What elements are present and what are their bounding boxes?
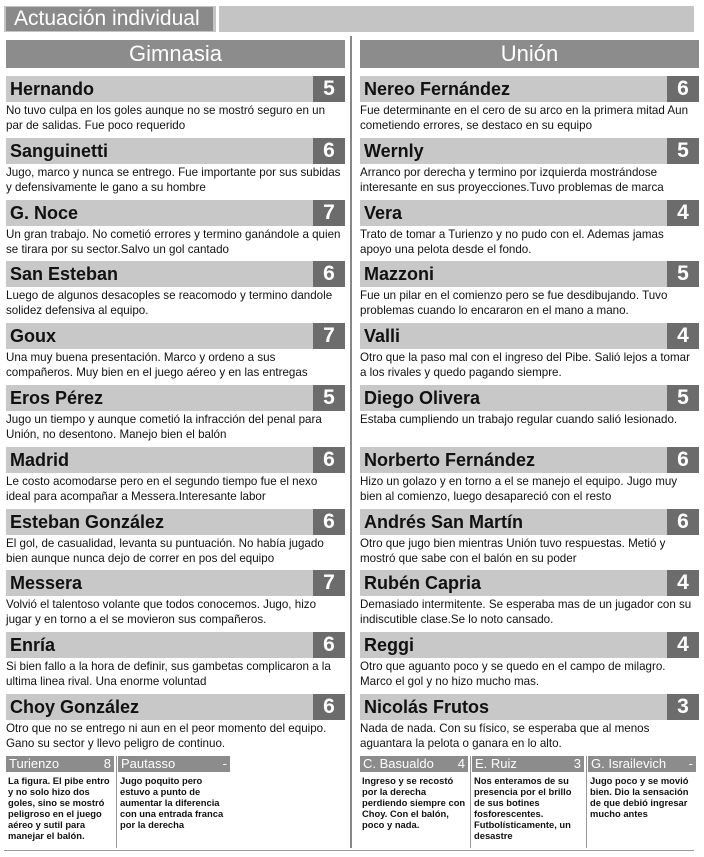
player-card (6, 632, 345, 690)
player-description: Fue un pilar en el comienzo pero se fue desdibujando. Tuvo problemas cuando lo encararon en el mano a mano. (360, 289, 668, 318)
player-name: Wernly (364, 140, 424, 161)
player-description: Una muy buena presentación. Marco y ordeno a sus compañeros. Muy bien en el juego aéreo y en las entregas (6, 351, 308, 380)
player-description: Nada de nada. Con su físico, se esperaba que al menos aguantara la pelota o ganara en lo alto. (360, 722, 650, 750)
player-name: Enría (10, 635, 56, 656)
player-description: Luego de algunos desacoples se reacomodo y termino dandole solidez defensiva al equipo. (6, 289, 333, 318)
player-name: Rubén Capria (364, 573, 482, 594)
page-title: Actuación individual (6, 7, 213, 31)
substitute-separator (116, 756, 117, 848)
player-card (6, 447, 345, 505)
player-description: Jugo un tiempo y aunque cometió la infracción del penal para Unión, no desentono. Manejo bien el balón (6, 413, 322, 441)
player-card (6, 323, 345, 381)
player-name-bar (6, 323, 345, 349)
player-score: 6 (313, 694, 345, 720)
substitute-description: Ingreso y se recostó por la derecha perdiendo siempre con Choy. Con el balón, poco y nada. (362, 775, 466, 830)
substitute-score: - (222, 756, 227, 771)
player-name-bar (360, 509, 699, 535)
player-card (6, 138, 345, 196)
player-name: Esteban González (10, 511, 165, 532)
player-score: 5 (313, 76, 345, 102)
player-name-bar (6, 261, 345, 287)
header-separator (216, 6, 219, 32)
player-name-bar (360, 447, 699, 473)
player-card (360, 509, 699, 567)
player-card (6, 570, 345, 628)
player-description: Demasiado intermitente. Se esperaba mas de un jugador con su indiscutible clase.Se lo noto cansado. (360, 598, 692, 627)
player-description: Arranco por derecha y termino por izquierda mostrándose interesante en sus proyecciones.Tuvo problemas de marca (360, 165, 664, 194)
player-description: Le costo acomodarse pero en el segundo tiempo fue el nexo ideal para acompañar a Messera.Interesante labor (6, 474, 318, 503)
player-name-bar (6, 385, 345, 411)
player-name-bar (6, 76, 345, 102)
substitute-card (588, 756, 696, 848)
player-card (360, 447, 699, 505)
player-name: Norberto Fernández (364, 449, 536, 470)
team-header-gimnasia: Gimnasia (6, 40, 345, 68)
player-name-bar (6, 509, 345, 535)
player-name-bar (360, 76, 699, 102)
player-score: 5 (667, 138, 699, 164)
player-name: Goux (10, 326, 57, 347)
player-name-bar (360, 632, 699, 658)
player-score: 6 (313, 261, 345, 287)
player-name: Valli (364, 326, 401, 347)
player-score: 3 (667, 694, 699, 720)
player-name-bar (360, 385, 699, 411)
player-description: Si bien fallo a la hora de definir, sus gambetas complicaron a la ultima linea rival. Una enorme voluntad (6, 660, 331, 689)
column-gimnasia (6, 40, 345, 750)
substitute-score: 4 (457, 756, 465, 771)
player-score: 5 (667, 385, 699, 411)
player-name: Eros Pérez (10, 388, 104, 408)
player-name-bar (6, 447, 345, 473)
player-score: 7 (313, 200, 345, 226)
player-description: Otro que aguanto poco y se quedo en el campo de milagro. Marco el gol y no hizo mucho mas. (360, 660, 666, 689)
player-name: Nereo Fernández (364, 79, 511, 99)
player-name-bar (6, 138, 345, 164)
player-description: Estaba cumpliendo un trabajo regular cuando salió lesionado. (360, 413, 678, 426)
substitute-name: Pautasso (121, 756, 176, 771)
substitute-score: 8 (103, 756, 111, 771)
player-name-bar (360, 261, 699, 287)
player-description: El gol, de casualidad, levanta su puntuación. No había jugado bien aunque nunca dejo de correr en pos del equipo (6, 536, 324, 565)
player-score: 6 (667, 76, 699, 102)
substitute-description: La figura. El pibe entro y no solo hizo dos goles, sino se mostró peligroso en el juego aéreo y sutil para manejar el balón. (8, 775, 110, 841)
player-description: Otro que no se entrego ni aun en el peor momento del equipo. Gano su sector y llevo peligro de continuo. (6, 722, 327, 750)
player-score: 6 (313, 632, 345, 658)
player-name-bar (6, 200, 345, 226)
substitute-name-bar (118, 756, 230, 772)
player-description: Volvió el talentoso volante que todos conocemos. Jugo, hizo jugar y en torno a el se movieron sus compañeros. (6, 598, 317, 627)
player-card (6, 509, 345, 567)
substitute-name: E. Ruiz (475, 756, 517, 771)
player-description: Otro que la paso mal con el ingreso del Pibe. Salió lejos a tomar a los rivales y quedo pagando siempre. (360, 351, 690, 380)
player-name-bar (360, 570, 699, 596)
player-score: 7 (313, 570, 345, 596)
substitute-card (118, 756, 230, 848)
substitute-separator (470, 756, 471, 848)
player-card (360, 323, 699, 381)
player-description: Jugo, marco y nunca se entrego. Fue importante por sus subidas y defensivamente le gano a su hombre (6, 165, 341, 194)
player-score: 6 (667, 447, 699, 473)
player-score: 4 (667, 200, 699, 226)
substitute-name: C. Basualdo (363, 756, 434, 771)
player-card (360, 261, 699, 319)
player-card (360, 694, 699, 752)
player-card (360, 385, 699, 443)
player-name: Sanguinetti (10, 140, 108, 161)
player-name: Hernando (10, 79, 95, 99)
player-name-bar (6, 632, 345, 658)
player-name: G. Noce (10, 202, 79, 223)
substitute-card (472, 756, 584, 848)
player-name: Diego Olivera (364, 388, 481, 408)
player-score: 7 (313, 323, 345, 349)
player-card (360, 138, 699, 196)
column-union (360, 40, 699, 750)
player-name-bar (360, 200, 699, 226)
player-card (6, 385, 345, 443)
player-description: Un gran trabajo. No cometió errores y termino ganándole a quien se tirara por su sector.Salvo un gol cantado (6, 227, 341, 256)
player-name: Choy González (10, 697, 140, 717)
player-name-bar (6, 570, 345, 596)
player-score: 5 (313, 385, 345, 411)
player-score: 6 (313, 447, 345, 473)
player-card (6, 694, 345, 752)
column-divider (350, 36, 352, 848)
substitute-card (360, 756, 468, 848)
player-score: 4 (667, 323, 699, 349)
player-score: 5 (667, 261, 699, 287)
player-score: 4 (667, 570, 699, 596)
player-name: Madrid (10, 449, 70, 470)
player-description: No tuvo culpa en los goles aunque no se mostró seguro en un par de salidas. Fue poco requerido (6, 104, 326, 132)
team-header-union: Unión (360, 40, 699, 68)
player-name: Nicolás Frutos (364, 697, 490, 717)
substitute-score: 3 (573, 756, 581, 771)
substitute-name: Turienzo (9, 756, 60, 771)
player-card (6, 76, 345, 134)
player-name: San Esteban (10, 264, 119, 285)
bottom-rule (4, 850, 694, 851)
substitute-name-bar (588, 756, 696, 772)
player-card (6, 261, 345, 319)
player-description: Otro que jugo bien mientras Unión tuvo respuestas. Metió y mostró que sabe con el balón en su poder (360, 536, 666, 565)
player-card (360, 76, 699, 134)
player-name-bar (360, 138, 699, 164)
substitute-card (6, 756, 114, 848)
player-card (360, 632, 699, 690)
substitute-name-bar (360, 756, 468, 772)
substitute-description: Jugo poco y se movió bien. Dio la sensación de que debió ingresar mucho antes (590, 775, 689, 819)
substitute-name: G. Israilevich (591, 756, 667, 771)
player-name: Reggi (364, 635, 415, 656)
player-score: 4 (667, 632, 699, 658)
substitute-description: Nos enteramos de su presencia por el brillo de sus botines fosforescentes. Futbolísticamente, un desastre (474, 775, 572, 841)
substitute-separator (586, 756, 587, 848)
player-name: Messera (10, 573, 83, 594)
player-description: Trato de tomar a Turienzo y no pudo con el. Ademas jamas apoyo una pelota desde el fondo. (360, 227, 664, 256)
player-description: Fue determinante en el cero de su arco en la primera mitad Aun cometiendo errores, se destaco en su equipo (360, 104, 689, 132)
player-score: 6 (313, 509, 345, 535)
player-name: Andrés San Martín (364, 511, 524, 532)
player-score: 6 (667, 509, 699, 535)
player-card (360, 570, 699, 628)
player-name: Vera (364, 202, 403, 223)
substitute-name-bar (472, 756, 584, 772)
substitute-description: Jugo poquito pero estuvo a punto de aumentar la diferencia con una entrada franca por la derecha (120, 775, 224, 830)
player-card (360, 200, 699, 258)
player-description: Hizo un golazo y en torno a el se manejo el equipo. Jugo muy bien al comienzo, luego desapareció con el resto (360, 474, 678, 503)
player-card (6, 200, 345, 258)
player-score: 6 (313, 138, 345, 164)
player-name-bar (6, 694, 345, 720)
player-name: Mazzoni (364, 264, 434, 285)
substitute-name-bar (6, 756, 114, 772)
player-name-bar (360, 694, 699, 720)
substitute-score: - (688, 756, 693, 771)
player-name-bar (360, 323, 699, 349)
